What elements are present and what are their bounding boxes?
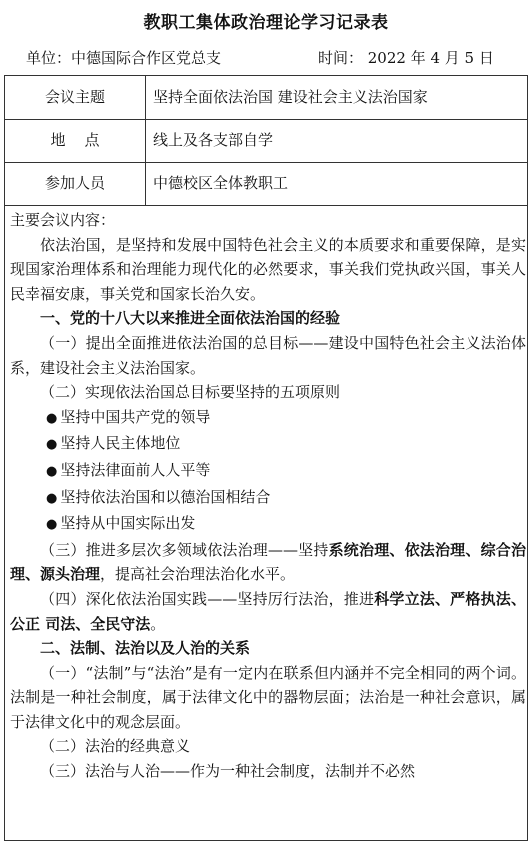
section-heading-2: 二、法制、法治以及人治的关系	[40, 639, 251, 658]
record-table	[4, 75, 528, 841]
topic-label: 会议主题	[5, 76, 146, 119]
bullet-icon: ●	[46, 490, 58, 506]
participants-label: 参加人员	[5, 162, 146, 205]
section2-item-1: （一）“法制”与“法治”是有一定内在联系但内涵并不完全相同的两个词。法制是一种社会制度，属于法律文化中的器物层面；法治是一种社会意识，属于法律文化中的观念层面。	[10, 663, 526, 731]
principle-item: ● 坚持法律面前人人平等	[46, 460, 211, 479]
topic-row	[5, 76, 527, 120]
principle-item: ● 坚持中国共产党的领导	[46, 407, 211, 426]
unit-label: 单位：中德国际合作区党总支	[26, 49, 222, 67]
location-value: 线上及各支部自学	[153, 131, 274, 149]
bullet-icon: ●	[46, 517, 58, 533]
location-label: 地 点	[5, 119, 146, 162]
bullet-icon: ●	[46, 410, 58, 426]
bullet-icon: ●	[46, 437, 58, 453]
bullet-icon: ●	[46, 463, 58, 479]
section2-item-2: （二）法治的经典意义	[40, 737, 191, 756]
section2-item-3: （三）法治与人治——作为一种社会制度，法制并不必然	[40, 762, 416, 781]
participants-value: 中德校区全体教职工	[153, 174, 289, 192]
section-heading-1: 一、党的十八大以来推进全面依法治国的经验	[40, 309, 341, 328]
intro-paragraph: 依法治国，是坚持和发展中国特色社会主义的本质要求和重要保障，是实现国家治理体系和治理能力现代化的必然要求，事关我们党执政兴国，事关人民幸福安康，事关党和国家长治久安。	[10, 235, 526, 303]
date-label: 时间： 2022 年 4 月 5 日	[318, 49, 494, 67]
meeting-content	[10, 208, 526, 784]
page-title: 教职工集体政治理论学习记录表	[143, 13, 389, 33]
section1-item-4: （四）深化依法治国实践——坚持厉行法治，推进科学立法、严格执法、公正 司法、全民守法。	[10, 589, 526, 633]
principle-item: ● 坚持从中国实际出发	[46, 514, 196, 533]
location-row	[5, 119, 527, 163]
principle-item: ● 坚持人民主体地位	[46, 434, 181, 453]
section1-item-1: （一）提出全面推进依法治国的总目标——建设中国特色社会主义法治体系，建设社会主义法治国家。	[10, 333, 526, 377]
section1-item-3: （三）推进多层次多领域依法治理——坚持系统治理、依法治理、综合治理、源头治理，提高社会治理法治化水平。	[10, 540, 526, 584]
content-heading: 主要会议内容：	[10, 211, 116, 229]
section1-item-2: （二）实现依法治国总目标要坚持的五项原则	[40, 383, 341, 402]
participants-row	[5, 162, 527, 206]
topic-value: 坚持全面依法治国 建设社会主义法治国家	[153, 88, 428, 106]
principle-item: ● 坚持依法治国和以德治国相结合	[46, 487, 271, 506]
